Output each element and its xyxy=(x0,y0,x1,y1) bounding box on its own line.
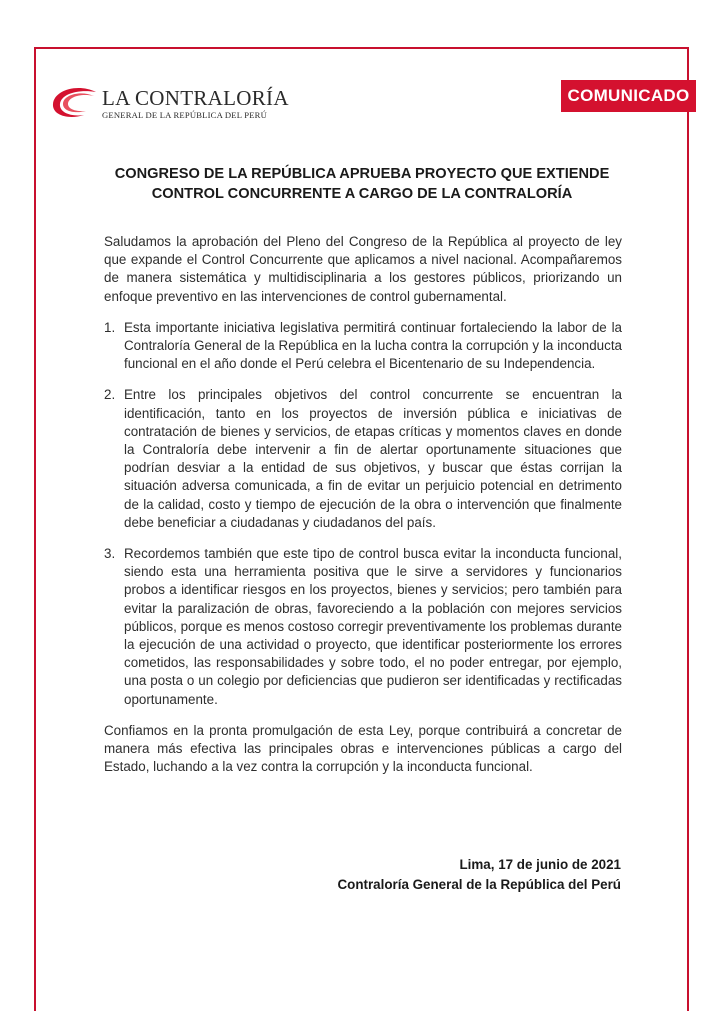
list-item-text: Esta importante iniciativa legislativa permitirá continuar fortaleciendo la labor de la Contraloría General de la República en la lucha contra la corrupción y la inconducta funcional en el año donde el Perú celebra el Bicentenario de su Independencia. xyxy=(124,319,622,372)
signature-org: Contraloría General de la República del Perú xyxy=(337,877,621,892)
list-item xyxy=(104,386,622,532)
signature-date: Lima, 17 de junio de 2021 xyxy=(459,857,621,872)
list-item-number: 3. xyxy=(104,546,116,562)
title-line-2: CONTROL CONCURRENTE A CARGO DE LA CONTRALORÍA xyxy=(151,186,573,202)
page-title xyxy=(90,164,634,204)
signature-block xyxy=(250,855,621,895)
contraloria-logo xyxy=(50,82,290,132)
contraloria-swoosh-icon xyxy=(50,84,100,124)
numbered-list xyxy=(104,319,622,709)
logo-name: LA CONTRALORÍA xyxy=(102,86,289,110)
document-body xyxy=(104,233,622,776)
intro-paragraph: Saludamos la aprobación del Pleno del Congreso de la República al proyecto de ley que expande el Control Concurrente que aplicamos a nivel nacional. Acompañaremos de manera sistemática y multidisciplinaria a los gestores públicos, priorizando un enfoque preventivo en las intervenciones de control gubernamental. xyxy=(104,234,622,304)
title-line-1: CONGRESO DE LA REPÚBLICA APRUEBA PROYECTO QUE EXTIENDE xyxy=(114,166,610,182)
closing-paragraph: Confiamos en la pronta promulgación de esta Ley, porque contribuirá a concretar de manera más efectiva las principales obras e intervenciones públicas a cargo del Estado, luchando a la vez contra la corrupción y la inconducta funcional. xyxy=(104,722,622,775)
list-item xyxy=(104,319,622,374)
list-item-text: Recordemos también que este tipo de control busca evitar la inconducta funcional, siendo esta una herramienta positiva que le sirve a servidores y funcionarios probos a identificar riesgos en los proyectos, bienes y servicios; pero también para evitar la paralización de obras, favoreciendo a la población con mejores servicios públicos, porque es menos costoso corregir preventivamente los problemas durante la ejecución de una actividad o proyecto, que identificar posteriormente los errores cometidos, las responsabilidades y sobre todo, el no poder entregar, por ejemplo, una posta o un colegio por deficiencias que pudieron ser identificadas y rectificadas oportunamente. xyxy=(124,546,622,707)
logo-subtitle: GENERAL DE LA REPÚBLICA DEL PERÚ xyxy=(102,110,267,120)
list-item xyxy=(104,545,622,709)
list-item-number: 2. xyxy=(104,387,116,403)
list-item-text: Entre los principales objetivos del control concurrente se encuentran la identificación, tanto en los proyectos de inversión pública e iniciativas de contratación de bienes y servicios, de etapas críticas y momentos claves en donde la Contraloría debe intervenir a fin de alertar oportunamente situaciones que podrían desviar a la entidad de sus objetivos, y buscar que éstas corrijan la situación adversa comunicada, a fin de evitar un perjuicio potencial en detrimento de la calidad, costo y tiempo de ejecución de la obra o intervención que finalmente debe beneficiar a ciudadanas y ciudadanos del país. xyxy=(124,387,622,530)
comunicado-badge: COMUNICADO xyxy=(561,80,696,112)
list-item-number: 1. xyxy=(104,319,116,335)
